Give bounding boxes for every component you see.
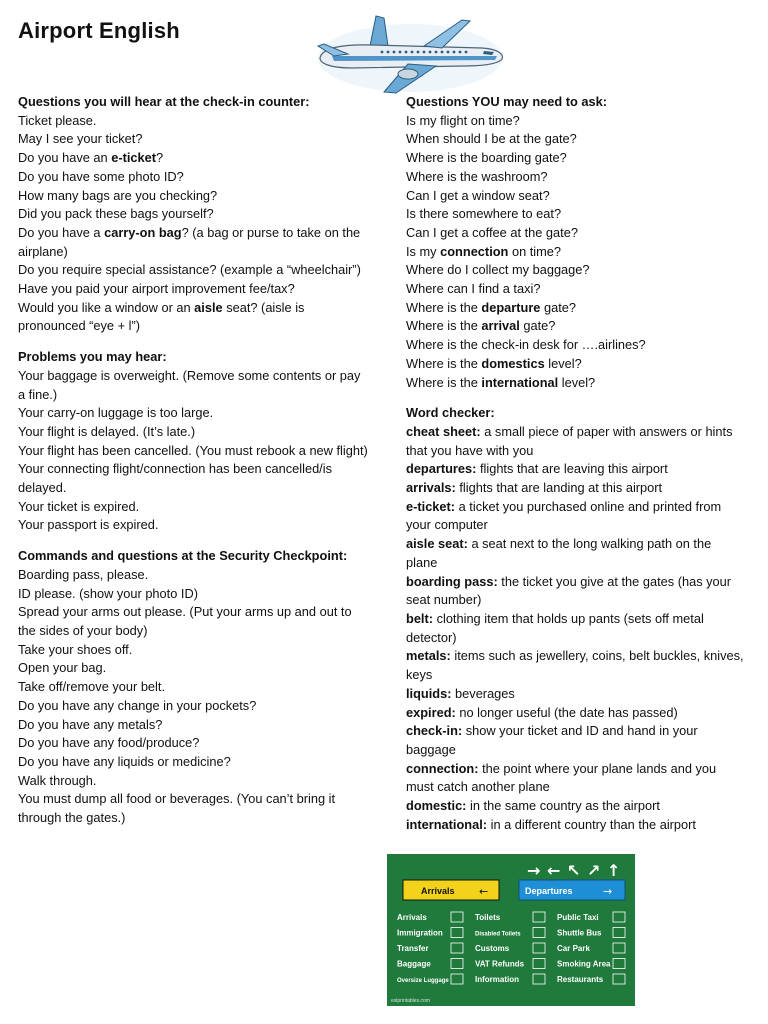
section-heading: Problems you may hear: [18,349,167,365]
line-text: Where is the check-in desk for ….airlines? [406,337,646,353]
line-text: Boarding pass, please. [18,566,149,582]
sign-item-label: Disabled Toilets [475,931,521,938]
arrow-upleft-icon: ↖ [567,861,581,880]
sign-item-label: Immigration [397,928,443,938]
line-text: Would you like a window or an [18,299,195,315]
section-heading: Commands and questions at the Security Checkpoint: [18,548,348,564]
text-line [406,205,746,224]
sign-item-label: Toilets [475,913,501,922]
line-text: Do you have any metals? [18,716,163,732]
line-text: level? [558,374,596,390]
line-text: Where is the [406,355,482,371]
text-line [18,716,368,735]
line-text: Is my [406,243,441,259]
text-line [18,460,368,497]
sign-item-label: Shuttle Bus [557,928,602,938]
text-line [406,722,746,759]
line-text: Can I get a window seat? [406,187,550,203]
sign-footer: eslprintables.com [391,998,430,1004]
bold-term: check-in: [406,723,463,739]
page-title: Airport English [18,18,180,43]
text-line [18,790,368,827]
text-line [406,610,746,647]
bold-term: carry-on bag [104,224,182,240]
bold-term: belt: [406,610,434,626]
line-text: no longer useful (the date has passed) [455,704,678,720]
line-text: flights that are leaving this airport [476,461,668,477]
left-column [18,93,368,832]
sign-item-label: Restaurants [557,975,604,984]
line-text: Where is the [406,374,482,390]
sign-item-label: VAT Refunds [475,959,525,969]
text-line [18,112,368,131]
bold-term: metals: [406,648,451,664]
sign-item-label: Oversize Luggage [397,978,449,984]
text-line [406,479,746,498]
line-text: gate? [540,299,577,315]
sign-departures-label: Departures [525,886,573,896]
text-line [18,734,368,753]
text-line [18,261,368,280]
line-text: ? [156,150,164,166]
line-text: You must dump all food or beverages. (You can’t bring it through the gates.) [18,791,336,826]
section [18,348,368,535]
section [406,93,746,392]
sign-item-label: Car Park [557,944,590,953]
line-text: Your baggage is overweight. (Remove some contents or pay a fine.) [18,367,361,402]
bold-term: aisle [194,299,223,315]
text-line [406,535,746,572]
text-line [406,355,746,374]
text-line [406,261,746,280]
text-line [406,336,746,355]
line-text: gate? [519,318,556,334]
right-column [406,93,746,838]
bold-term: connection [440,243,509,259]
arrow-upright-icon: ↗ [587,861,601,880]
line-text: Your connecting flight/connection has been cancelled/is delayed. [18,461,332,496]
line-text: a small piece of paper with answers or hints that you have with you [406,423,733,458]
sign-item-label: Arrivals [397,913,427,922]
line-text: Walk through. [18,772,97,788]
sign-arrivals-label: Arrivals [421,886,455,896]
text-line [18,130,368,149]
line-text: May I see your ticket? [18,131,143,147]
line-text: Your flight is delayed. (It’s late.) [18,423,196,439]
bold-term: cheat sheet: [406,423,481,439]
bold-term: e-ticket [111,150,157,166]
text-line [18,442,368,461]
text-line [406,168,746,187]
line-text: flights that are landing at this airport [455,480,663,496]
line-text: Did you pack these bags yourself? [18,206,214,222]
line-text: Ticket please. [18,112,97,128]
bold-term: connection: [406,760,479,776]
bold-term: departures: [406,461,477,477]
line-text: Is there somewhere to eat? [406,206,562,222]
text-line [18,566,368,585]
line-text: in a different country than the airport [487,816,696,832]
text-line [406,685,746,704]
line-text: Do you have some photo ID? [18,168,184,184]
line-text: show your ticket and ID and hand in your baggage [406,723,698,757]
sign-item-label: Smoking Area [557,959,611,969]
line-text: Your passport is expired. [18,517,159,533]
line-text: level? [544,355,582,371]
line-text: Where is the [406,299,482,315]
text-line [406,317,746,336]
line-text: Take off/remove your belt. [18,679,166,695]
line-text: Do you have a [18,224,105,240]
line-text: Do you have any liquids or medicine? [18,753,231,769]
line-text: Your ticket is expired. [18,498,140,514]
sign-item-label: Customs [475,944,510,953]
line-text: Where is the washroom? [406,168,548,184]
line-text: in the same country as the airport [466,798,660,814]
text-line [18,753,368,772]
text-line [406,130,746,149]
line-text: the ticket you give at the gates (has your seat number) [406,573,732,608]
line-text: ? (a bag or purse to take on the airplane) [18,224,361,259]
text-line [18,299,368,336]
text-line [18,404,368,423]
airport-sign-image [387,854,635,1006]
text-line [18,585,368,604]
arrow-left-icon: ← [547,861,561,880]
line-text: Your carry-on luggage is too large. [18,405,214,421]
arrow-up-icon: ↑ [607,861,621,880]
text-line [18,678,368,697]
line-text: Can I get a coffee at the gate? [406,224,578,240]
sign-item-label: Information [475,975,519,984]
line-text: Have you paid your airport improvement fee/tax? [18,281,295,297]
line-text: on time? [508,243,562,259]
bold-term: departure [481,299,541,315]
bold-term: expired: [406,704,456,720]
line-text: Where is the [406,318,482,334]
text-line [18,367,368,404]
bold-term: boarding pass: [406,573,498,589]
line-text: Do you require special assistance? (example a “wheelchair”) [18,262,361,278]
line-text: Where can I find a taxi? [406,281,541,297]
line-text: a ticket you purchased online and printed from your computer [406,498,722,533]
text-line [18,423,368,442]
bold-term: international: [406,816,488,832]
text-line [406,187,746,206]
text-line [406,423,746,460]
text-line [406,374,746,393]
section-heading: Questions you will hear at the check-in counter: [18,94,310,109]
line-text: Where is the boarding gate? [406,150,567,166]
section [18,547,368,828]
sign-item-label: Transfer [397,944,429,953]
line-text: Spread your arms out please. (Put your arms up and out to the sides of your body) [18,604,352,638]
line-text: Is my flight on time? [406,112,520,128]
section-heading: Questions YOU may need to ask: [406,94,608,109]
line-text: Your flight has been cancelled. (You must rebook a new flight) [18,442,368,458]
text-line [18,224,368,261]
text-line [406,149,746,168]
text-line [18,772,368,791]
section-heading: Word checker: [406,405,495,421]
airplane-illustration [312,12,507,98]
section [406,404,746,834]
line-text: Do you have any food/produce? [18,735,200,751]
text-line [406,460,746,479]
line-text: Where do I collect my baggage? [406,262,590,278]
line-text: clothing item that holds up pants (sets off metal detector) [406,610,704,645]
text-line [18,168,368,187]
line-text: Do you have an [18,150,112,166]
text-line [406,647,746,684]
line-text: Do you have any change in your pockets? [18,697,257,713]
text-line [406,704,746,723]
arrow-right-icon: → [527,861,541,880]
text-line [18,280,368,299]
text-line [18,498,368,517]
bold-term: domestics [481,355,545,371]
sign-item-label: Baggage [397,959,431,969]
bold-term: liquids: [406,685,452,701]
text-line [18,149,368,168]
line-text: beverages [451,685,515,701]
line-text: How many bags are you checking? [18,187,218,203]
text-line [18,641,368,660]
line-text: Open your bag. [18,660,107,676]
text-line [406,573,746,610]
bold-term: aisle seat: [406,536,468,552]
text-line [406,299,746,318]
text-line [18,516,368,535]
line-text: items such as jewellery, coins, belt buckles, knives, keys [406,648,744,683]
text-line [406,243,746,262]
text-line [406,224,746,243]
svg-text:←: ← [479,885,489,898]
text-line [406,112,746,131]
bold-term: e-ticket: [406,498,456,514]
bold-term: international [481,374,559,390]
bold-term: arrivals: [406,480,456,496]
text-line [18,187,368,206]
text-line [18,603,368,640]
line-text: When should I be at the gate? [406,131,577,147]
line-text: a seat next to the long walking path on the plane [406,536,712,570]
text-line [406,797,746,816]
text-line [406,760,746,797]
text-line [406,280,746,299]
text-line [18,697,368,716]
text-line [406,816,746,835]
line-text: ID please. (show your photo ID) [18,585,198,601]
bold-term: arrival [481,318,520,334]
line-text: Take your shoes off. [18,641,133,657]
text-line [18,659,368,678]
text-line [406,498,746,535]
svg-text:→: → [603,885,613,898]
line-text: the point where your plane lands and you must catch another plane [406,760,717,795]
text-line [18,205,368,224]
bold-term: domestic: [406,798,467,814]
section [18,93,368,336]
sign-item-label: Public Taxi [557,913,599,922]
line-text: seat? (aisle is pronounced “eye + l”) [18,299,305,334]
